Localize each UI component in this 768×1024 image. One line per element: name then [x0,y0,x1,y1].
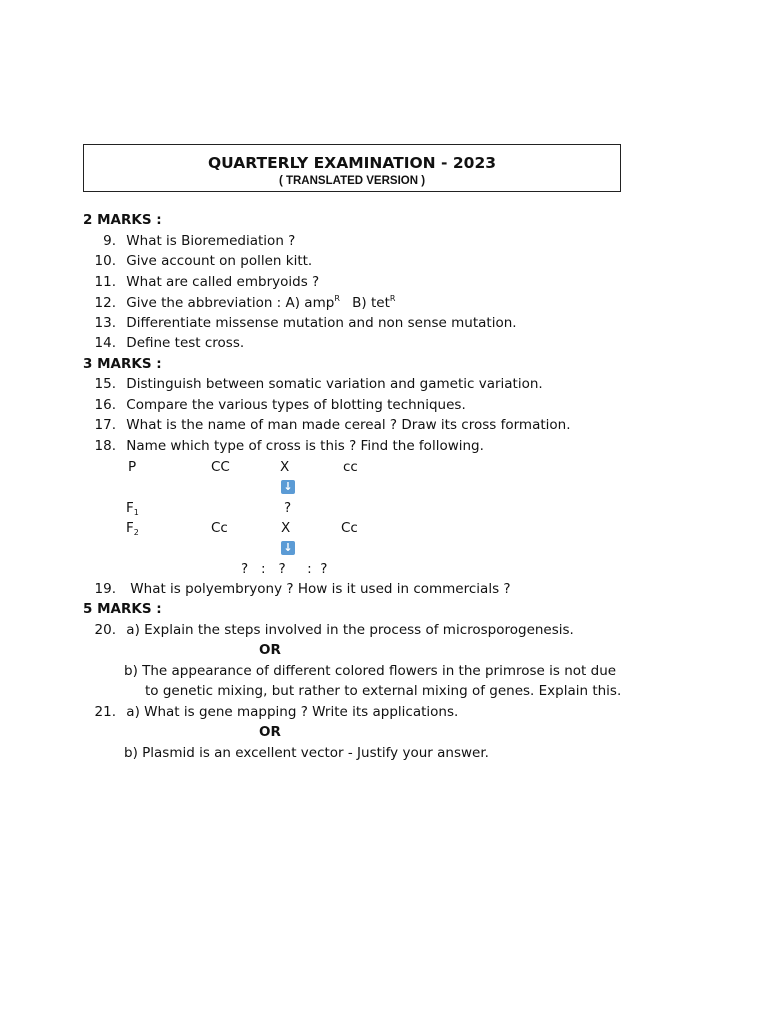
question-number: 17. [94,417,116,433]
question-number: 9. [103,233,116,249]
question-15 [86,376,543,392]
question-16 [86,397,466,413]
question-14 [86,335,244,351]
question-17 [86,417,571,433]
cross-f2-parent2: Cc [341,520,358,536]
question-12 [86,294,395,311]
question-number: 13. [94,315,116,331]
superscript-b: R [389,294,396,303]
question-19 [86,581,511,597]
question-text: What is Bioremediation ? [126,233,296,249]
question-20 [86,622,574,638]
question-20-b-line1: b) The appearance of different colored flowers in the primrose is not due [124,663,617,679]
cross-f2-label: $F_2$ [126,520,139,537]
cross-f1-value: ? [284,500,292,516]
or-separator: OR [259,724,281,740]
section-2-marks: 2 MARKS : [83,212,162,228]
question-number: 18. [94,438,116,454]
cross-ratio: ? : ? : ? [241,561,328,577]
section-3-marks: 3 MARKS : [83,356,162,372]
question-number: 11. [94,274,116,290]
question-text-a: a) Explain the steps involved in the process of microsporogenesis. [126,622,574,638]
question-number: 12. [94,295,116,311]
cross-p-label: P [128,459,137,475]
page-subtitle: ( TRANSLATED VERSION ) [278,175,426,187]
question-text: Define test cross. [126,335,245,351]
section-5-marks: 5 MARKS : [83,601,162,617]
question-18 [86,438,484,454]
question-number: 20. [94,622,116,638]
question-number: 21. [94,704,116,720]
question-text: What is the name of man made cereal ? Draw its cross formation. [126,417,571,433]
down-arrow-icon: ↓ [281,541,295,555]
question-13 [86,315,517,331]
cross-p-x: X [280,459,290,475]
cross-p-parent2: cc [343,459,358,475]
or-separator: OR [259,642,281,658]
question-text-b: B) tet [352,295,390,311]
question-text: Compare the various types of blotting techniques. [126,397,466,413]
question-number: 15. [94,376,116,392]
question-20-b-line2: to genetic mixing, but rather to external mixing of genes. Explain this. [145,683,622,699]
question-21-b: b) Plasmid is an excellent vector - Justify your answer. [124,745,489,761]
question-11 [86,274,319,290]
title-box [83,144,621,192]
cross-f2-parent1: Cc [211,520,228,536]
question-text: Name which type of cross is this ? Find the following. [126,438,484,454]
question-number: 10. [94,253,116,269]
question-text: Differentiate missense mutation and non sense mutation. [126,315,517,331]
down-arrow-icon: ↓ [281,480,295,494]
question-text-a: Give the abbreviation : A) amp [126,295,335,311]
question-number: 19. [94,581,116,597]
question-number: 14. [94,335,116,351]
superscript-a: R [334,294,340,303]
question-21 [86,704,458,720]
question-number: 16. [94,397,116,413]
question-text-a: a) What is gene mapping ? Write its applications. [126,704,459,720]
question-text: What is polyembryony ? How is it used in commercials ? [130,581,511,597]
question-text: Distinguish between somatic variation and gametic variation. [126,376,543,392]
question-10 [86,253,312,269]
cross-f2-x: X [281,520,291,536]
cross-p-parent1: CC [211,459,230,475]
cross-f1-label: $F_1$ [126,500,139,517]
question-text: Give account on pollen kitt. [126,253,313,269]
page-title: QUARTERLY EXAMINATION - 2023 [207,154,497,172]
question-9 [86,233,295,249]
question-text: What are called embryoids ? [126,274,320,290]
